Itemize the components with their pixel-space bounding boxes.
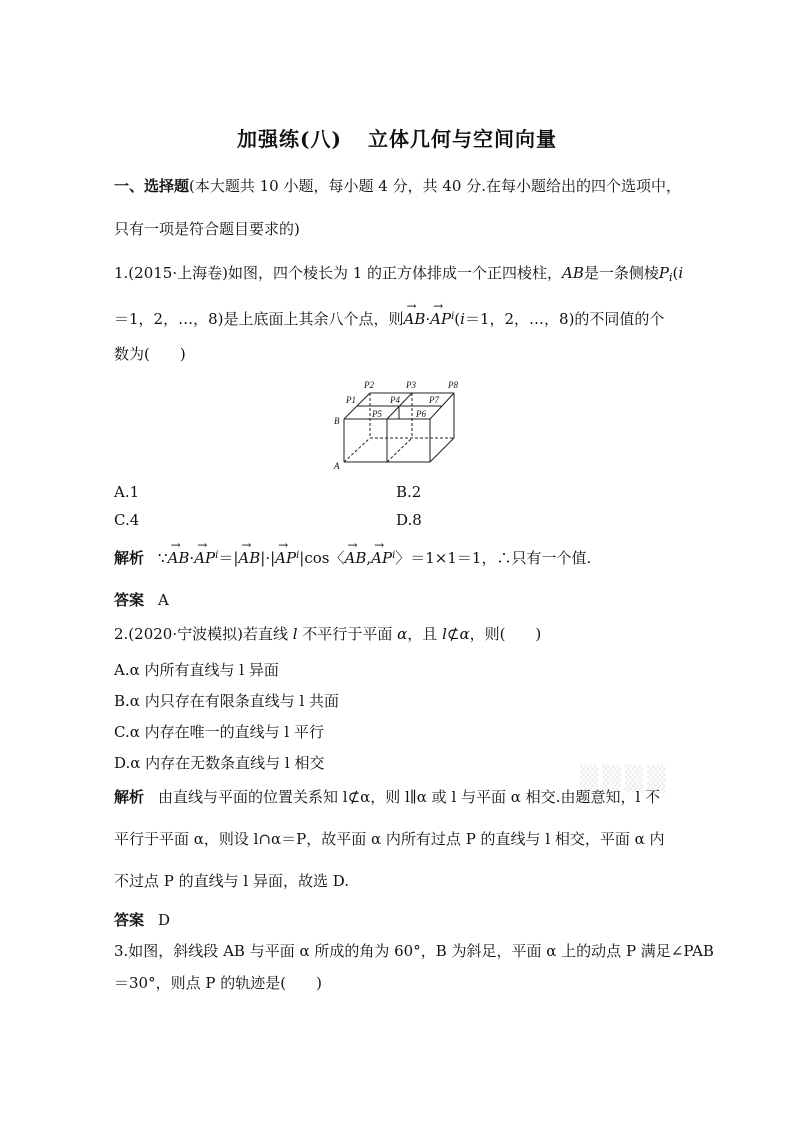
- q1-index: i: [392, 550, 396, 561]
- label-p1: P1: [346, 395, 356, 405]
- q1-analysis-text: |·|: [260, 549, 276, 567]
- q2-analysis-line-1: [114, 787, 660, 807]
- q1-index: i: [460, 310, 465, 328]
- section-line-2: 只有一项是符合题目要求的): [114, 220, 300, 238]
- q1-stem-line-2: ＝1，2，…，8)是上底面上其余八个点，则→ $AB\cdot\to AP^i(i=1$，2，…，8)的不同值的个: [114, 307, 664, 329]
- q2-analysis-line-3: 不过点 P 的直线与 l 异面，故选 D.: [114, 872, 349, 890]
- analysis-label: 解析: [114, 788, 145, 806]
- section-line-1: [114, 176, 681, 196]
- q2-option-b: B.α 内只存在有限条直线与 l 共面: [114, 692, 340, 710]
- analysis-label: 解析: [114, 549, 145, 567]
- label-p8: P8: [448, 380, 458, 390]
- answer-label: 答案: [114, 591, 145, 609]
- label-p2: P2: [364, 380, 374, 390]
- q2-option-c: C.α 内存在唯一的直线与 l 平行: [114, 723, 324, 741]
- q1-point: P: [658, 264, 670, 282]
- vector-ap: → AP: [194, 548, 215, 568]
- section-instructions-1: (本大题共 10 小题，每小题 4 分，共 40 分.在每小题给出的四个选项中，: [189, 177, 681, 195]
- title-right: 立体几何与空间向量: [367, 127, 557, 151]
- vector-ab: → AB: [168, 548, 190, 568]
- vector-ap: → AP: [371, 548, 392, 568]
- q1-stem-line-3: 数为( ): [114, 345, 186, 363]
- q2-analysis-line-2: 平行于平面 α，则设 l∩α＝P，故平面 α 内所有过点 P 的直线与 l 相交，平面 α 内: [114, 830, 665, 848]
- q2-stem: [114, 624, 541, 644]
- q3-stem-line-1: 3.如图，斜线段 AB 与平面 α 所成的角为 60°，B 为斜足，平面 α 上的动点 P 满足∠PAB: [114, 942, 714, 960]
- q1-analysis: 解析 ∵→ $AB\cdot\to AP^i=|\to AB|\cdot|\to AP^i|\cos$〈→ $AB,\to AP^i$〉＝1×1＝1，∴只有一个值.: [114, 546, 591, 568]
- answer-label: 答案: [114, 911, 145, 929]
- q1-answer: [114, 590, 169, 610]
- q2-analysis-text: 由直线与平面的位置关系知 l⊄α，则 l∥α 或 l 与平面 α 相交.由题意知，l 不: [158, 788, 661, 806]
- vector-ab: → AB: [403, 309, 425, 329]
- q2-text: ，则( ): [469, 625, 542, 643]
- vector-ap: → AP: [275, 548, 296, 568]
- q1-text: ＝1，2，…，8)是上底面上其余八个点，则: [114, 310, 404, 328]
- q1-text: (: [454, 310, 461, 328]
- q2-option-d: D.α 内存在无数条直线与 l 相交: [114, 754, 325, 772]
- q1-analysis-text: ＝|: [218, 549, 239, 567]
- q1-index: i: [215, 550, 219, 561]
- vector-ab: → AB: [344, 548, 366, 568]
- q1-stem-line-1: [114, 263, 683, 288]
- label-p6: P6: [416, 409, 426, 419]
- page-title: [0, 123, 794, 152]
- q1-option-d: D.8: [396, 511, 422, 529]
- label-p7: P7: [429, 395, 439, 405]
- label-a: A: [334, 461, 340, 471]
- q1-analysis-text: 〉＝1×1＝1，∴只有一个值.: [395, 549, 592, 567]
- watermark: ▒▒▒▒: [580, 765, 670, 793]
- q1-option-b: B.2: [396, 483, 422, 501]
- label-p4: P4: [390, 395, 400, 405]
- q1-edge: AB: [562, 264, 584, 282]
- q1-analysis-text: |cos〈: [299, 549, 345, 567]
- q1-index: i: [296, 550, 300, 561]
- q1-text: 是一条侧棱: [583, 264, 659, 282]
- q1-text: (: [672, 264, 679, 282]
- q3-stem-line-2: ＝30°，则点 P 的轨迹是( ): [114, 974, 322, 992]
- label-b: B: [334, 416, 340, 426]
- q1-index: i: [451, 311, 455, 322]
- label-p3: P3: [406, 380, 416, 390]
- vector-ap: → AP: [430, 309, 451, 329]
- vector-ab: → AB: [238, 548, 260, 568]
- q1-text: 1.(2015·上海卷)如图，四个棱长为 1 的正方体排成一个正四棱柱，: [114, 264, 563, 282]
- q1-option-c: C.4: [114, 511, 140, 529]
- q1-text: ＝1，2，…，8)的不同值的个: [464, 310, 665, 328]
- q2-option-a: A.α 内所有直线与 l 异面: [114, 661, 279, 679]
- q1-index: i: [678, 264, 684, 282]
- q1-figure-cubes: [332, 376, 462, 476]
- answer-value: A: [158, 591, 169, 609]
- q2-condition: l⊄α: [442, 625, 470, 643]
- q2-line-symbol: l: [292, 625, 298, 643]
- answer-value: D: [158, 911, 171, 929]
- title-left: 加强练(八): [237, 127, 342, 151]
- q2-text: 不平行于平面: [302, 625, 393, 643]
- label-p5: P5: [372, 409, 382, 419]
- q2-text: 2.(2020·宁波模拟)若直线: [114, 625, 288, 643]
- q1-analysis-text: ∵: [158, 549, 168, 567]
- q2-plane-symbol: α: [397, 625, 408, 643]
- prism-diagram: [332, 376, 462, 472]
- q1-option-a: A.1: [114, 483, 140, 501]
- section-heading: 一、选择题: [114, 177, 190, 195]
- q2-text: ，且: [407, 625, 438, 643]
- q2-answer: [114, 910, 170, 930]
- q1-index: i: [669, 271, 673, 284]
